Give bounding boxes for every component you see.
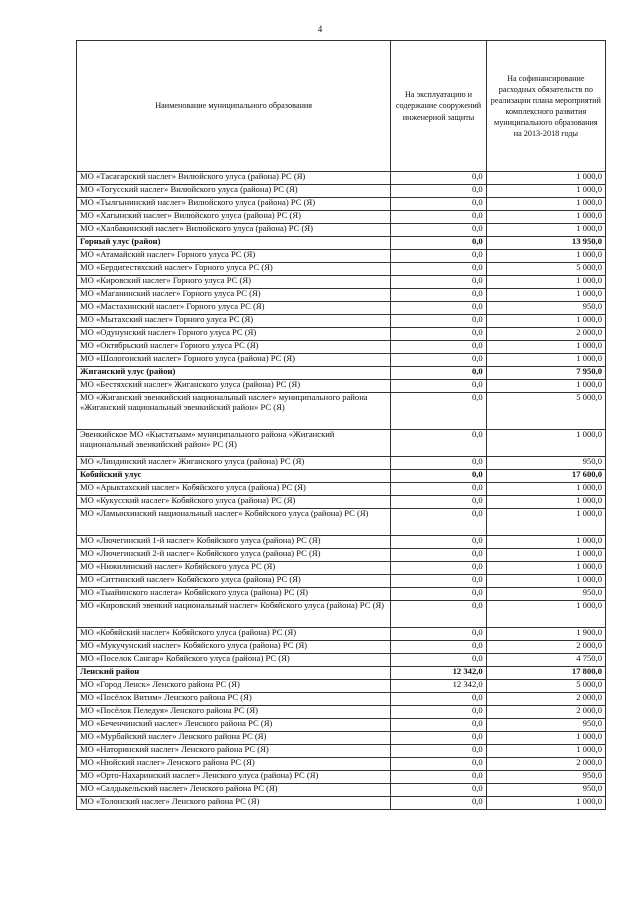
row-value-a: 0,0 <box>391 393 486 430</box>
row-value-a: 0,0 <box>391 496 486 509</box>
table-row <box>77 393 606 430</box>
row-value-a: 0,0 <box>391 693 486 706</box>
budget-table <box>76 40 606 810</box>
table-row-district <box>77 237 606 250</box>
row-value-a: 0,0 <box>391 641 486 654</box>
row-value-b: 1 000,0 <box>486 601 605 628</box>
row-name: МО «Линдинский наслег» Жиганского улуса (района) РС (Я) <box>77 457 391 470</box>
table-row <box>77 457 606 470</box>
table-row <box>77 263 606 276</box>
row-name: МО «Мукучунский наслег» Кобяйского улуса (района) РС (Я) <box>77 641 391 654</box>
row-value-b: 1 000,0 <box>486 732 605 745</box>
table-row <box>77 628 606 641</box>
row-value-b: 1 000,0 <box>486 797 605 810</box>
row-value-a: 0,0 <box>391 628 486 641</box>
table-row <box>77 575 606 588</box>
row-value-b: 1 000,0 <box>486 315 605 328</box>
row-name: МО «Город Ленск» Ленского района РС (Я) <box>77 680 391 693</box>
row-value-b: 13 950,0 <box>486 237 605 250</box>
row-name: МО «Ситтинский наслег» Кобяйского улуса (района) РС (Я) <box>77 575 391 588</box>
table-row <box>77 588 606 601</box>
table-row <box>77 797 606 810</box>
table-row <box>77 328 606 341</box>
row-value-b: 950,0 <box>486 457 605 470</box>
table-row <box>77 771 606 784</box>
row-value-b: 1 000,0 <box>486 380 605 393</box>
row-value-a: 0,0 <box>391 719 486 732</box>
row-value-a: 0,0 <box>391 263 486 276</box>
table-row <box>77 211 606 224</box>
row-value-a: 0,0 <box>391 575 486 588</box>
row-name: Эвенкийское МО «Кыстатыам» муниципального района «Жиганский национальный эвенкийский район» РС (Я) <box>77 430 391 457</box>
row-name: Жиганский улус (район) <box>77 367 391 380</box>
row-name: Ленский район <box>77 667 391 680</box>
table-row <box>77 758 606 771</box>
row-value-a: 0,0 <box>391 328 486 341</box>
row-value-a: 0,0 <box>391 354 486 367</box>
row-value-a: 0,0 <box>391 315 486 328</box>
row-value-b: 1 000,0 <box>486 536 605 549</box>
row-value-b: 1 000,0 <box>486 198 605 211</box>
row-value-b: 1 000,0 <box>486 224 605 237</box>
row-value-b: 1 000,0 <box>486 483 605 496</box>
row-name: МО «Жиганский эвенкийский национальный наслег» муниципального района «Жиганский национальный эвенкийский район» РС (Я) <box>77 393 391 430</box>
row-name: МО «Кировский эвенкий национальный наслег» Кобяйского улуса (района) РС (Я) <box>77 601 391 628</box>
row-value-a: 0,0 <box>391 536 486 549</box>
row-name: МО «Беченчинский наслег» Ленского района РС (Я) <box>77 719 391 732</box>
row-name: МО «Кобяйский наслег» Кобяйского улуса (района) РС (Я) <box>77 628 391 641</box>
row-value-a: 0,0 <box>391 549 486 562</box>
row-value-a: 0,0 <box>391 601 486 628</box>
row-value-b: 17 600,0 <box>486 470 605 483</box>
row-value-b: 2 000,0 <box>486 641 605 654</box>
row-name: МО «Халбакинский наслег» Вилюйского улуса (района) РС (Я) <box>77 224 391 237</box>
table-row <box>77 693 606 706</box>
row-value-a: 0,0 <box>391 302 486 315</box>
row-value-b: 17 800,0 <box>486 667 605 680</box>
row-value-b: 7 950,0 <box>486 367 605 380</box>
row-name: МО «Атамайский наслег» Горного улуса РС (Я) <box>77 250 391 263</box>
row-name: МО «Октябрьский наслег» Горного улуса РС (Я) <box>77 341 391 354</box>
row-value-b: 1 000,0 <box>486 211 605 224</box>
row-value-a: 0,0 <box>391 784 486 797</box>
row-value-b: 1 000,0 <box>486 172 605 185</box>
row-value-a: 0,0 <box>391 185 486 198</box>
row-value-a: 0,0 <box>391 654 486 667</box>
row-name: МО «Кировский наслег» Горного улуса РС (Я) <box>77 276 391 289</box>
table-row <box>77 354 606 367</box>
row-name: МО «Мытахский наслег» Горного улуса РС (Я) <box>77 315 391 328</box>
row-name: МО «Бердигестяхский наслег» Горного улуса РС (Я) <box>77 263 391 276</box>
row-name: МО «Одунунский наслег» Горного улуса РС (Я) <box>77 328 391 341</box>
row-value-a: 0,0 <box>391 224 486 237</box>
row-name: МО «Тылгынинский наслег» Вилюйского улуса (района) РС (Я) <box>77 198 391 211</box>
row-name: МО «Мастахинский наслег» Горного улуса РС (Я) <box>77 302 391 315</box>
table-row <box>77 250 606 263</box>
table-row <box>77 185 606 198</box>
table-row <box>77 562 606 575</box>
row-value-a: 0,0 <box>391 380 486 393</box>
row-name: МО «Посёлок Пеледуя» Ленского района РС (Я) <box>77 706 391 719</box>
table-row <box>77 276 606 289</box>
row-value-a: 0,0 <box>391 430 486 457</box>
table-row <box>77 536 606 549</box>
page-number: 4 <box>317 24 323 34</box>
row-name: МО «Шологонский наслег» Горного улуса (района) РС (Я) <box>77 354 391 367</box>
table-row <box>77 509 606 536</box>
table-row <box>77 172 606 185</box>
row-value-b: 1 900,0 <box>486 628 605 641</box>
row-value-b: 2 000,0 <box>486 328 605 341</box>
table-row <box>77 680 606 693</box>
row-value-b: 1 000,0 <box>486 562 605 575</box>
header-col-b: На софинансирование расходных обязательств по реализации плана мероприятий комплексного развития муниципального образования на 2013-2018 годы <box>486 41 605 172</box>
row-value-a: 0,0 <box>391 341 486 354</box>
row-value-b: 950,0 <box>486 302 605 315</box>
row-name: МО «Ламынхинский национальный наслег» Кобяйского улуса (района) РС (Я) <box>77 509 391 536</box>
row-value-a: 0,0 <box>391 250 486 263</box>
row-value-a: 0,0 <box>391 470 486 483</box>
row-value-b: 1 000,0 <box>486 430 605 457</box>
row-value-b: 950,0 <box>486 771 605 784</box>
row-value-b: 1 000,0 <box>486 509 605 536</box>
table-row <box>77 198 606 211</box>
row-name: МО «Тасагарский наслег» Вилюйского улуса (района) РС (Я) <box>77 172 391 185</box>
row-value-a: 0,0 <box>391 483 486 496</box>
row-value-a: 0,0 <box>391 771 486 784</box>
row-name: МО «Арыктахский наслег» Кобяйского улуса (района) РС (Я) <box>77 483 391 496</box>
table-row <box>77 496 606 509</box>
table-header-row <box>77 41 606 172</box>
row-value-b: 5 000,0 <box>486 263 605 276</box>
row-name: МО «Натоpинский наслег» Ленского района РС (Я) <box>77 745 391 758</box>
row-value-b: 2 000,0 <box>486 758 605 771</box>
row-value-a: 0,0 <box>391 276 486 289</box>
table-row <box>77 784 606 797</box>
table-row <box>77 745 606 758</box>
table-row <box>77 641 606 654</box>
row-value-a: 0,0 <box>391 172 486 185</box>
row-name: МО «Кукусский наслег» Кобяйского улуса (района) РС (Я) <box>77 496 391 509</box>
row-value-b: 1 000,0 <box>486 549 605 562</box>
row-name: МО «Бестяхский наслег» Жиганского улуса (района) РС (Я) <box>77 380 391 393</box>
row-value-a: 0,0 <box>391 706 486 719</box>
row-value-a: 0,0 <box>391 211 486 224</box>
table-row <box>77 302 606 315</box>
row-value-a: 0,0 <box>391 237 486 250</box>
row-name: МО «Хагынский наслег» Вилюйского улуса (района) РС (Я) <box>77 211 391 224</box>
row-value-b: 5 000,0 <box>486 393 605 430</box>
row-value-b: 1 000,0 <box>486 745 605 758</box>
row-name: МО «Тыайинского наслега» Кобяйского улуса (района) РС (Я) <box>77 588 391 601</box>
table-row <box>77 224 606 237</box>
row-value-a: 0,0 <box>391 198 486 211</box>
row-value-a: 0,0 <box>391 732 486 745</box>
row-value-b: 950,0 <box>486 588 605 601</box>
row-value-a: 0,0 <box>391 457 486 470</box>
table-row <box>77 483 606 496</box>
row-value-a: 0,0 <box>391 797 486 810</box>
row-name: Кобяйский улус <box>77 470 391 483</box>
row-name: МО «Поселок Сангар» Кобяйского улуса (района) РС (Я) <box>77 654 391 667</box>
row-name: МО «Маганинский наслег» Горного улуса РС (Я) <box>77 289 391 302</box>
row-name: МО «Нижилинский наслег» Кобяйского улуса РС (Я) <box>77 562 391 575</box>
row-value-b: 1 000,0 <box>486 185 605 198</box>
row-name: МО «Лючегинский 1-й наслег» Кобяйского улуса (района) РС (Я) <box>77 536 391 549</box>
row-name: МО «Салдыкельский наслег» Ленского района РС (Я) <box>77 784 391 797</box>
table-row-district <box>77 667 606 680</box>
row-name: Горный улус (район) <box>77 237 391 250</box>
row-name: МО «Орто-Нахаринский наслег» Ленского улуса (района) РС (Я) <box>77 771 391 784</box>
table-row <box>77 719 606 732</box>
row-value-a: 0,0 <box>391 562 486 575</box>
table-row-district <box>77 470 606 483</box>
table-row <box>77 430 606 457</box>
row-value-b: 1 000,0 <box>486 575 605 588</box>
row-value-b: 950,0 <box>486 719 605 732</box>
row-value-a: 0,0 <box>391 758 486 771</box>
row-value-b: 2 000,0 <box>486 706 605 719</box>
row-value-b: 1 000,0 <box>486 276 605 289</box>
row-name: МО «Нюйский наслег» Ленского района РС (Я) <box>77 758 391 771</box>
row-value-b: 1 000,0 <box>486 354 605 367</box>
table-body <box>77 172 606 810</box>
row-value-b: 1 000,0 <box>486 289 605 302</box>
row-value-b: 1 000,0 <box>486 496 605 509</box>
table-row <box>77 289 606 302</box>
row-value-b: 1 000,0 <box>486 341 605 354</box>
row-value-b: 5 000,0 <box>486 680 605 693</box>
row-value-a: 0,0 <box>391 289 486 302</box>
table-row <box>77 341 606 354</box>
table-row <box>77 549 606 562</box>
row-value-a: 0,0 <box>391 367 486 380</box>
row-value-b: 4 750,0 <box>486 654 605 667</box>
row-value-a: 0,0 <box>391 509 486 536</box>
row-name: МО «Тогусский наслег» Вилюйского улуса (района) РС (Я) <box>77 185 391 198</box>
row-value-b: 2 000,0 <box>486 693 605 706</box>
row-value-b: 950,0 <box>486 784 605 797</box>
header-name: Наименование муниципального образования <box>77 41 391 172</box>
row-value-a: 0,0 <box>391 588 486 601</box>
table-row <box>77 315 606 328</box>
row-name: МО «Мурбайский наслег» Ленского района РС (Я) <box>77 732 391 745</box>
row-value-b: 1 000,0 <box>486 250 605 263</box>
row-name: МО «Толонский наслег» Ленского района РС (Я) <box>77 797 391 810</box>
table-row <box>77 654 606 667</box>
row-value-a: 0,0 <box>391 745 486 758</box>
table-row-district <box>77 367 606 380</box>
row-value-a: 12 342,0 <box>391 680 486 693</box>
row-name: МО «Лючегинский 2-й наслег» Кобяйского улуса (района) РС (Я) <box>77 549 391 562</box>
table-row <box>77 380 606 393</box>
row-value-a: 12 342,0 <box>391 667 486 680</box>
table-row <box>77 732 606 745</box>
row-name: МО «Посёлок Витим» Ленского района РС (Я) <box>77 693 391 706</box>
table-row <box>77 601 606 628</box>
table-row <box>77 706 606 719</box>
header-col-a: На эксплуатацию и содержание сооружений инженерной защиты <box>391 41 486 172</box>
